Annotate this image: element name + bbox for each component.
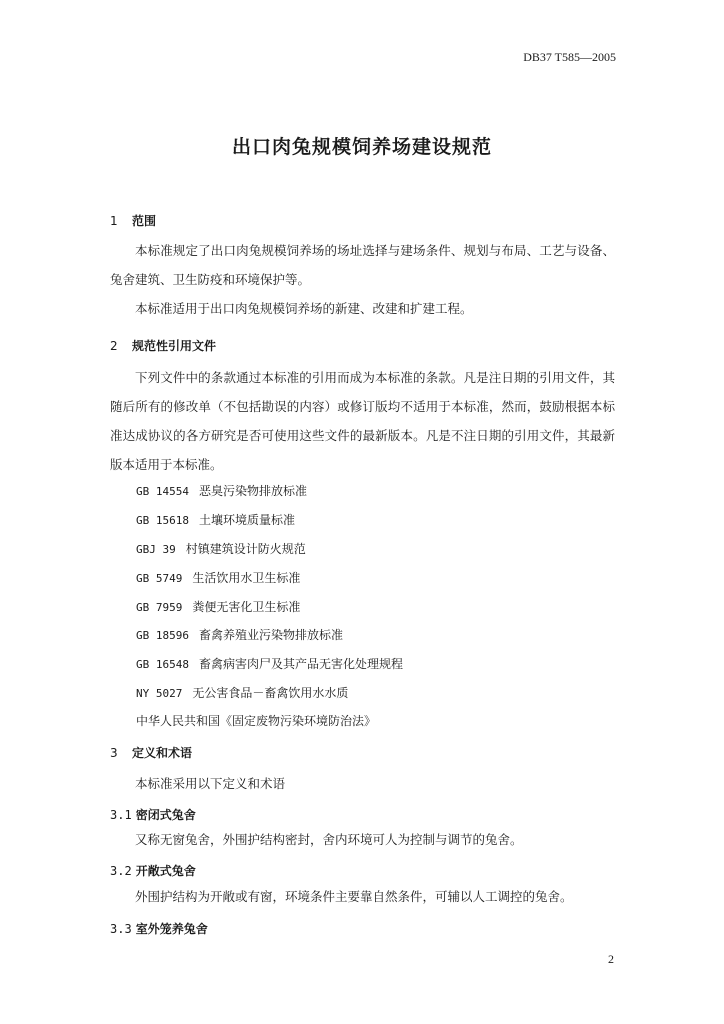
subsection-3-3-heading (110, 920, 208, 937)
reference-item (136, 598, 300, 615)
subsection-number: 3.1 (110, 808, 132, 822)
section-number: 1 (110, 214, 118, 228)
reference-item (136, 482, 307, 499)
reference-code: GB 5749 (136, 572, 183, 585)
document-title: 出口肉兔规模饲养场建设规范 (231, 136, 492, 158)
reference-item (136, 511, 295, 528)
subsection-3-2-heading (110, 862, 196, 879)
reference-code: GB 15618 (136, 514, 189, 527)
section-1-paragraph-2: 本标准适用于出口肉兔规模饲养场的新建、改建和扩建工程。 (135, 301, 473, 316)
reference-item (136, 655, 403, 672)
reference-code: NY 5027 (136, 687, 183, 700)
page-number: 2 (608, 952, 614, 966)
section-number: 2 (110, 339, 118, 353)
reference-name: 恶臭污染物排放标准 (198, 484, 307, 498)
subsection-3-1-text: 又称无窗兔舍，外围护结构密封，舍内环境可人为控制与调节的兔舍。 (135, 832, 523, 847)
reference-name: 畜禽养殖业污染物排放标准 (198, 628, 343, 642)
subsection-3-2-text: 外围护结构为开敞或有窗，环境条件主要靠自然条件，可辅以人工调控的兔舍。 (135, 889, 573, 904)
section-1-heading (110, 212, 156, 229)
section-title: 范围 (132, 214, 157, 228)
reference-name: 生活饮用水卫生标准 (192, 571, 301, 585)
reference-name: 粪便无害化卫生标准 (192, 600, 301, 614)
reference-item (136, 684, 348, 701)
subsection-3-1-heading (110, 806, 196, 823)
subsection-title: 开敞式兔舍 (135, 864, 196, 878)
reference-name: 村镇建筑设计防火规范 (185, 542, 306, 556)
section-2-heading (110, 337, 216, 354)
section-2-paragraph-1: 下列文件中的条款通过本标准的引用而成为本标准的条款。凡是注日期的引用文件，其随后所有的修改单（不包括勘误的内容）或修订版均不适用于本标准，然而，鼓励根据本标准达成协议的各方研究是否可使用这些文件的最新版本。凡是不注日期的引用文件，其最新版本适用于本标准。 (110, 370, 615, 472)
reference-item (136, 540, 306, 557)
reference-name: 中华人民共和国《固定废物污染环境防治法》 (136, 714, 377, 728)
reference-code: GB 7959 (136, 601, 183, 614)
subsection-title: 室外笼养兔舍 (135, 922, 208, 936)
reference-name: 土壤环境质量标准 (198, 513, 295, 527)
reference-name: 无公害食品－畜禽饮用水水质 (192, 686, 349, 700)
reference-item (136, 712, 376, 729)
reference-code: GB 18596 (136, 629, 189, 642)
subsection-title: 密闭式兔舍 (135, 808, 196, 822)
section-title: 定义和术语 (132, 746, 193, 760)
section-1-paragraph-1: 本标准规定了出口肉兔规模饲养场的场址选择与建场条件、规划与布局、工艺与设备、兔舍建筑、卫生防疫和环境保护等。 (110, 243, 615, 287)
reference-code: GB 14554 (136, 485, 189, 498)
reference-item (136, 569, 300, 586)
section-3-heading (110, 744, 192, 761)
section-number: 3 (110, 746, 118, 760)
reference-item (136, 626, 343, 643)
section-3-paragraph-1: 本标准采用以下定义和术语 (135, 776, 286, 791)
reference-code: GB 16548 (136, 658, 189, 671)
reference-name: 畜禽病害肉尸及其产品无害化处理规程 (198, 657, 403, 671)
document-code: DB37 T585—2005 (523, 50, 616, 64)
subsection-number: 3.3 (110, 922, 132, 936)
reference-code: GBJ 39 (136, 543, 176, 556)
section-title: 规范性引用文件 (132, 339, 217, 353)
subsection-number: 3.2 (110, 864, 132, 878)
